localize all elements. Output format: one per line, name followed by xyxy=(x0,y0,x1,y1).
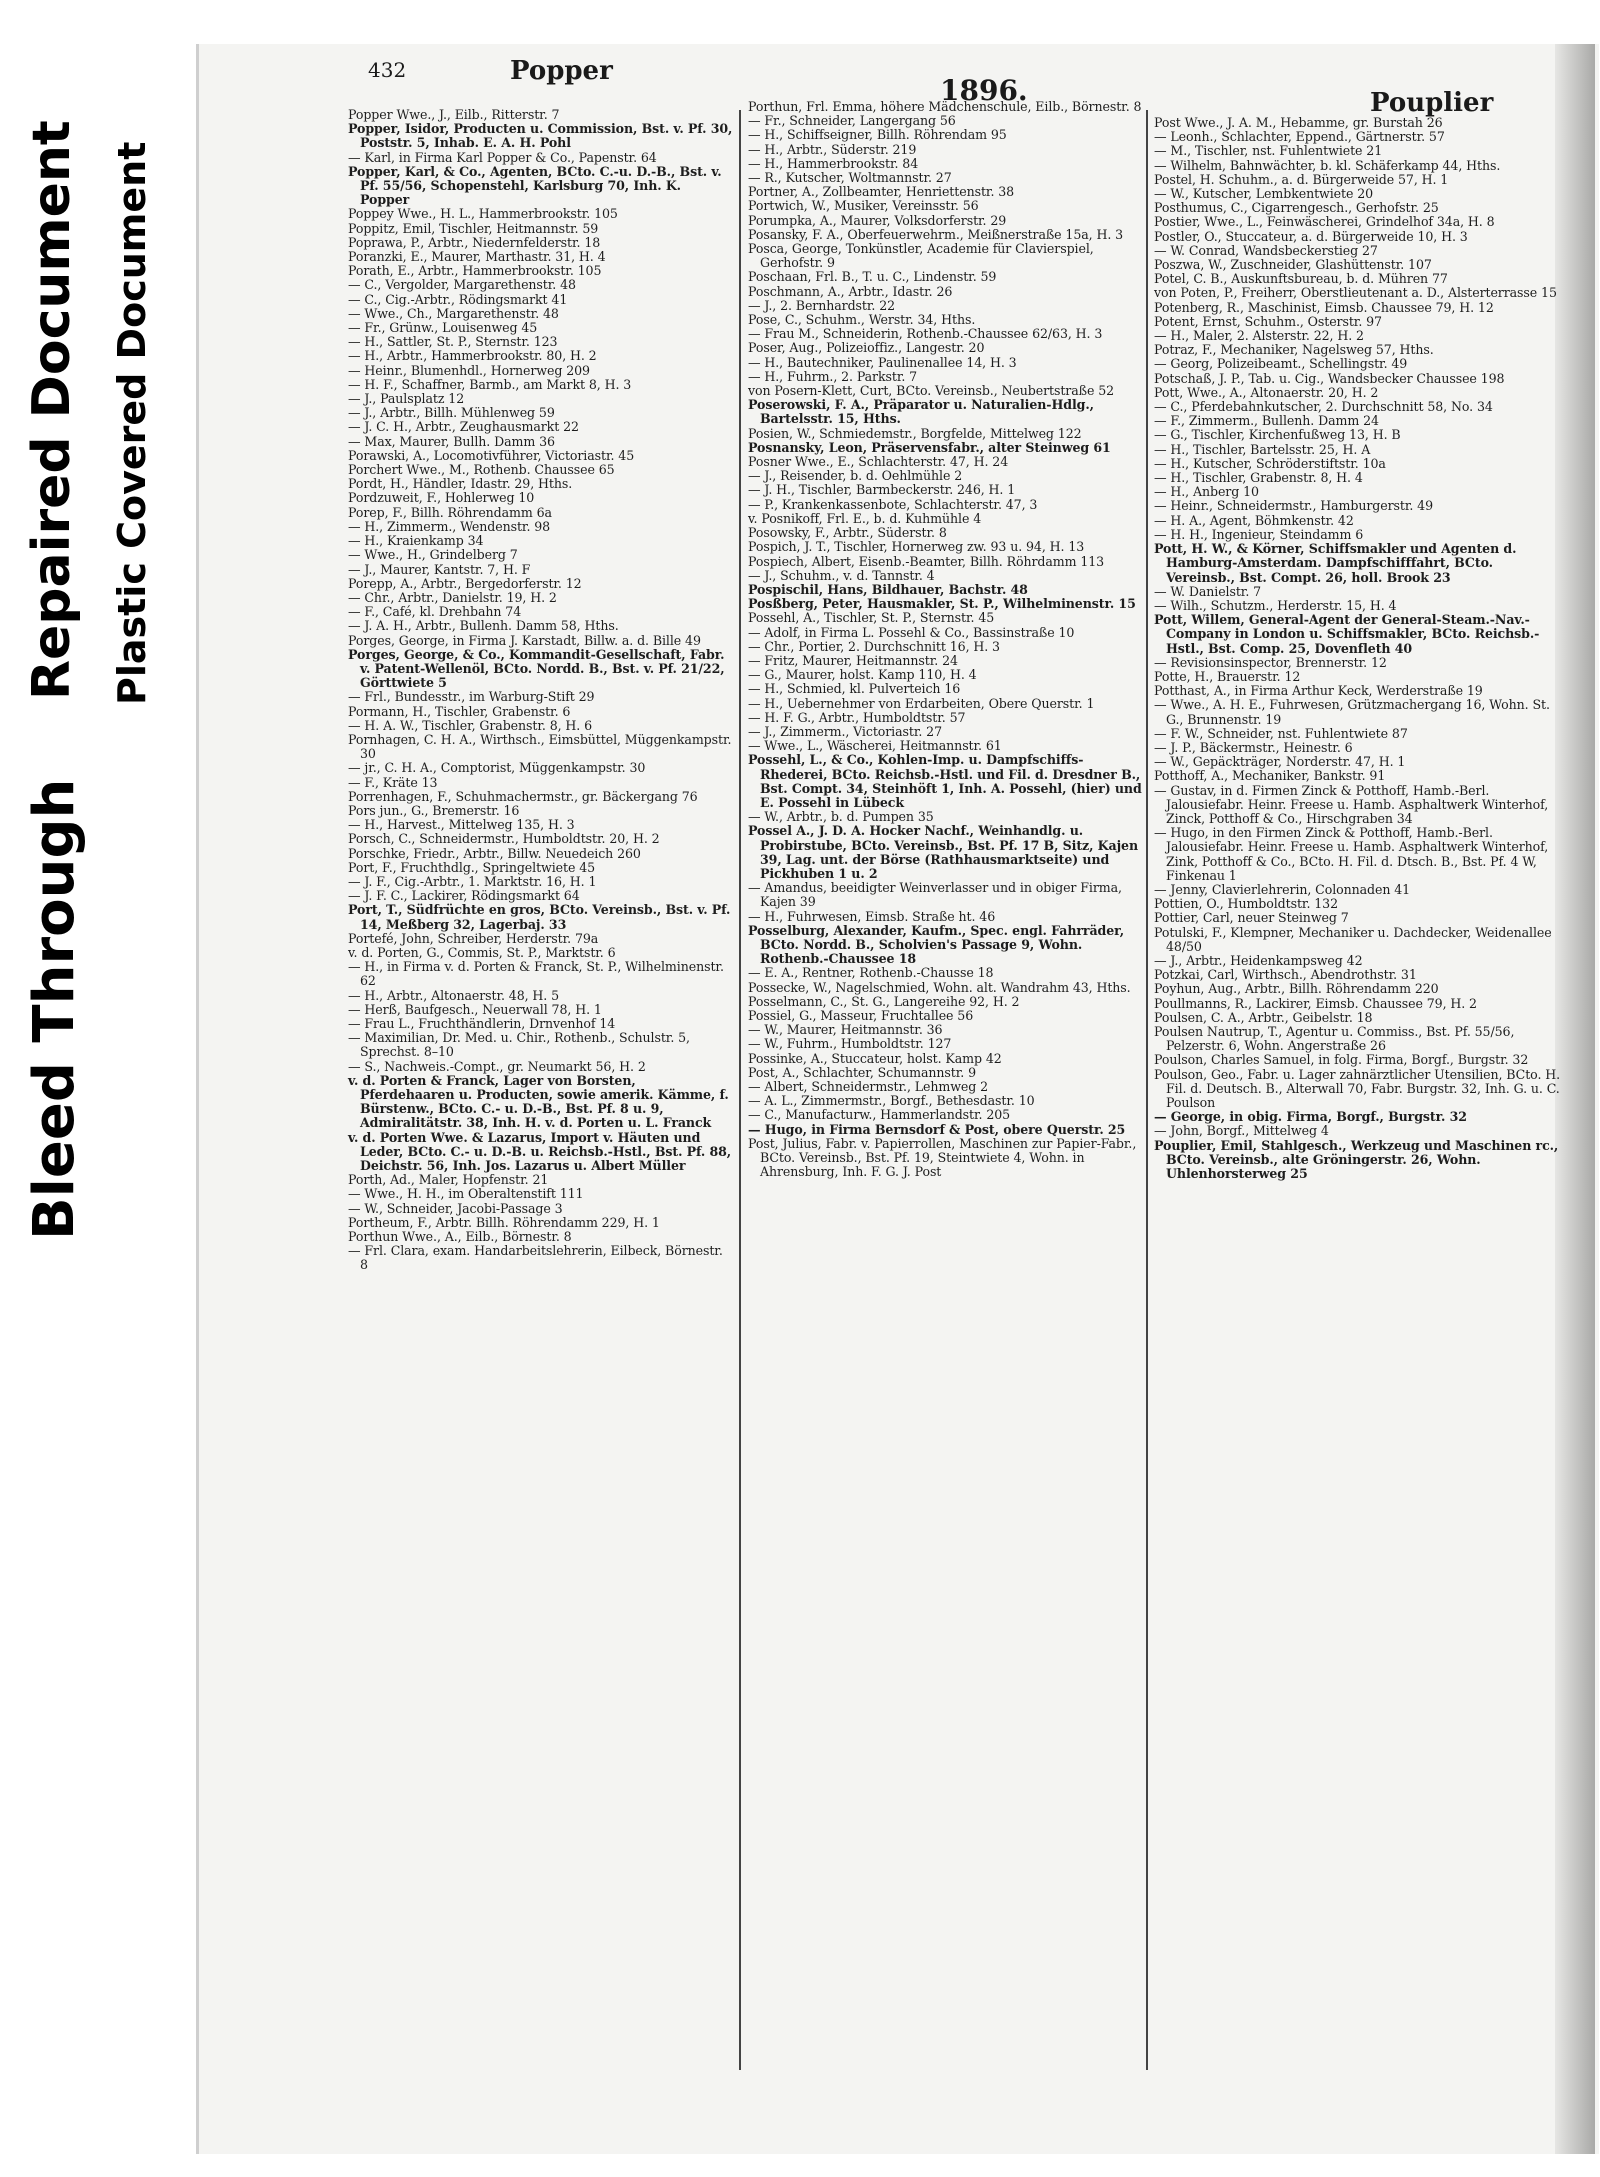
directory-entry: Posansky, F. A., Oberfeuerwehrm., Meißnerstraße 15a, H. 3 xyxy=(748,226,1124,242)
directory-entry: — Frl. Clara, exam. Handarbeitslehrerin, Eilbeck, Börnestr. 8 xyxy=(348,1243,723,1273)
directory-entry: — W., Kutscher, Lembkentwiete 20 xyxy=(1154,186,1374,202)
directory-entry: — J., Zimmerm., Victoriastr. 27 xyxy=(748,723,943,739)
plastic-covered-document-label: Plastic Covered Document xyxy=(110,141,154,705)
directory-entry: — P., Krankenkassenbote, Schlachterstr. 47, 3 xyxy=(748,496,1038,512)
directory-entry: Potthast, A., in Firma Arthur Keck, Werderstraße 19 xyxy=(1154,683,1483,699)
directory-entry: — W. Conrad, Wandsbeckerstieg 27 xyxy=(1154,242,1378,258)
left-column xyxy=(348,108,733,1273)
directory-entry: Porepp, A., Arbtr., Bergedorferstr. 12 xyxy=(348,575,582,591)
directory-entry: Possiel, G., Masseur, Fruchtallee 56 xyxy=(748,1008,974,1023)
directory-entry: — H., Anberg 10 xyxy=(1154,484,1259,500)
directory-entry: Potschaß, J. P., Tab. u. Cig., Wandsbecker Chaussee 198 xyxy=(1154,370,1505,386)
directory-entry: Porchert Wwe., M., Rothenb. Chaussee 65 xyxy=(348,462,615,478)
directory-entry: Pospiech, Albert, Eisenb.-Beamter, Billh. Röhrdamm 113 xyxy=(748,553,1105,569)
directory-entry: — H., Schmied, kl. Pulverteich 16 xyxy=(748,681,961,697)
directory-entry: Possel A., J. D. A. Hocker Nachf., Weinhandlg. u. Probirstube, BCto. Vereinsb., Bst. Pf. 17 B, Sitz, Kajen 39, Lag. unt. der Börse (Rathhausmarktseite) und Pickhuben 1 u. 2 xyxy=(748,823,1139,881)
directory-entry: — G., Tischler, Kirchenfußweg 13, H. B xyxy=(1154,427,1401,443)
directory-entry: — Fr., Grünw., Louisenweg 45 xyxy=(348,320,538,336)
directory-entry: — J. A. H., Arbtr., Bullenh. Damm 58, Hths. xyxy=(348,618,619,634)
directory-entry: — J., Paulsplatz 12 xyxy=(348,391,465,407)
directory-entry: — Chr., Arbtr., Danielstr. 19, H. 2 xyxy=(348,589,557,605)
directory-entry: — W., Fuhrm., Humboldtstr. 127 xyxy=(748,1036,952,1052)
directory-entry: Poser, Aug., Polizeioffiz., Langestr. 20 xyxy=(748,340,985,356)
directory-entry: — F., Zimmerm., Bullenh. Damm 24 xyxy=(1154,413,1379,429)
directory-entry: Poulsen, C. A., Arbtr., Geibelstr. 18 xyxy=(1154,1009,1373,1025)
directory-entry: Potulski, F., Klempner, Mechaniker u. Dachdecker, Weidenallee 48/50 xyxy=(1154,924,1552,954)
directory-entry: Posselburg, Alexander, Kaufm., Spec. engl. Fahrräder, BCto. Nordd. B., Scholvien's Passage 9, Wohn. Rothenb.-Chaussee 18 xyxy=(748,922,1125,967)
directory-entry: — M., Tischler, nst. Fuhlentwiete 21 xyxy=(1154,143,1383,159)
directory-entry: Popper Wwe., J., Eilb., Ritterstr. 7 xyxy=(348,107,560,122)
directory-entry: Posnansky, Leon, Präservensfabr., alter Steinweg 61 xyxy=(748,439,1111,455)
directory-entry: Pott, H. W., & Körner, Schiffsmakler und Agenten d. Hamburg-Amsterdam. Dampfschifffahrt, BCto. Vereinsb., Bst. Compt. 26, holl. Brook 23 xyxy=(1154,541,1517,585)
directory-entry: — C., Pferdebahnkutscher, 2. Durchschnitt 58, No. 34 xyxy=(1154,399,1493,415)
directory-entry: — Max, Maurer, Bullh. Damm 36 xyxy=(348,433,555,449)
directory-entry: — C., Vergolder, Margarethenstr. 48 xyxy=(348,277,576,293)
directory-entry: Poppitz, Emil, Tischler, Heitmannstr. 59 xyxy=(348,220,599,236)
directory-entry: — Fritz, Maurer, Heitmannstr. 24 xyxy=(748,652,958,668)
directory-entry: Posthumus, C., Cigarrengesch., Gerhofstr. 25 xyxy=(1154,200,1439,216)
directory-entry: — Frl., Bundesstr., im Warburg-Stift 29 xyxy=(348,689,595,705)
directory-entry: — Herß, Baufgesch., Neuerwall 78, H. 1 xyxy=(348,1001,602,1017)
directory-entry: — F., Café, kl. Drehbahn 74 xyxy=(348,604,522,620)
directory-entry: — H., in Firma v. d. Porten & Franck, St. P., Wilhelminenstr. 62 xyxy=(348,959,724,989)
directory-entry: — Albert, Schneidermstr., Lehmweg 2 xyxy=(748,1079,989,1095)
directory-entry: — W., Gepäckträger, Norderstr. 47, H. 1 xyxy=(1154,754,1406,770)
directory-entry: Porsch, C., Schneidermstr., Humboldtstr. 20, H. 2 xyxy=(348,831,660,847)
directory-entry: — jr., C. H. A., Comptorist, Müggenkampstr. 30 xyxy=(348,760,646,776)
directory-entry: Poschmann, A., Arbtr., Idastr. 26 xyxy=(748,283,953,299)
directory-entry: Posner Wwe., E., Schlachterstr. 47, H. 24 xyxy=(748,454,1009,470)
directory-entry: Port, F., Fruchthdlg., Springeltwiete 45 xyxy=(348,859,596,875)
directory-entry: Pospischil, Hans, Bildhauer, Bachstr. 48 xyxy=(748,581,1028,597)
directory-entry: — H., Sattler, St. P., Sternstr. 123 xyxy=(348,334,558,350)
directory-entry: — Maximilian, Dr. Med. u. Chir., Rothenb., Schulstr. 5, Sprechst. 8–10 xyxy=(348,1030,690,1060)
directory-entry: Porges, George, & Co., Kommandit-Gesellschaft, Fabr. v. Patent-Wellenöl, BCto. Nordd. B., Bst. v. Pf. 21/22, Görttwiete 5 xyxy=(348,646,725,691)
directory-entry: — Wwe., L., Wäscherei, Heitmannstr. 61 xyxy=(748,738,1002,754)
directory-entry: — H., Arbtr., Altonaerstr. 48, H. 5 xyxy=(348,987,560,1003)
directory-entry: Pottien, O., Humboldtstr. 132 xyxy=(1154,896,1338,912)
directory-entry: Possecke, W., Nagelschmied, Wohn. alt. Wandrahm 43, Hths. xyxy=(748,979,1131,995)
directory-entry: Posselmann, C., St. G., Langereihe 92, H. 2 xyxy=(748,993,1020,1009)
directory-entry: Pospich, J. T., Tischler, Hornerweg zw. 93 u. 94, H. 13 xyxy=(748,539,1085,555)
directory-entry: Possehl, L., & Co., Kohlen-Imp. u. Dampfschiffs-Rhederei, BCto. Reichsb.-Hstl. und Fil. d. Dresdner B., Bst. Compt. 34, Steinhöft 1, Inh. A. Possehl, (hier) und E. Possehl in Lübeck xyxy=(748,752,1142,810)
directory-entry: Pott, Wwe., A., Altonaerstr. 20, H. 2 xyxy=(1154,384,1379,400)
directory-entry: — C., Manufacturw., Hammerlandstr. 205 xyxy=(748,1107,1011,1123)
directory-entry: Popper, Isidor, Producten u. Commission, Bst. v. Pf. 30, Poststr. 5, Inhab. E. A. H. Pohl xyxy=(348,121,733,151)
directory-entry: Porawski, A., Locomotivführer, Victoriastr. 45 xyxy=(348,447,635,463)
column-rule-right xyxy=(1146,110,1148,2070)
directory-entry: Porep, F., Billh. Röhrendamm 6a xyxy=(348,504,552,520)
directory-entry: — H., Maler, 2. Alsterstr. 22, H. 2 xyxy=(1154,328,1364,344)
directory-entry: Port, T., Südfrüchte en gros, BCto. Vereinsb., Bst. v. Pf. 14, Meßberg 32, Lagerbaj. 33 xyxy=(348,902,731,932)
directory-entry: Potel, C. B., Auskunftsbureau, b. d. Mühren 77 xyxy=(1154,271,1448,287)
directory-entry: v. d. Porten & Franck, Lager von Borsten, Pferdehaaren u. Producten, sowie amerik. Kämme, f. Bürstenw., BCto. C.- u. D.-B., Bst. Pf. 8 u. 9, Admiralitätstr. 38, Inh. H. v. d. Porten u. L. Franck xyxy=(348,1072,729,1131)
directory-entry: — H., Bautechniker, Paulinenallee 14, H. 3 xyxy=(748,354,1017,370)
directory-entry: Porth, Ad., Maler, Hopfenstr. 21 xyxy=(348,1172,549,1188)
directory-page xyxy=(340,50,1570,2130)
directory-entry: Poppey Wwe., H. L., Hammerbrookstr. 105 xyxy=(348,206,618,222)
column-rule-left xyxy=(739,110,741,2070)
directory-entry: — Gustav, in d. Firmen Zinck & Potthoff, Hamb.-Berl. Jalousiefabr. Heinr. Freese u. Hamb. Asphaltwerk Winterhof, Zinck, Potthoff & Co., Hirschgraben 34 xyxy=(1154,782,1549,826)
directory-entry: — J., Arbtr., Billh. Mühlenweg 59 xyxy=(348,405,555,421)
directory-entry: — H. F. G., Arbtr., Humboldtstr. 57 xyxy=(748,709,966,725)
directory-entry: — H. A. W., Tischler, Grabenstr. 8, H. 6 xyxy=(348,717,593,733)
directory-entry: — Heinr., Schneidermstr., Hamburgerstr. 49 xyxy=(1154,498,1433,514)
directory-entry: — F., Kräte 13 xyxy=(348,774,438,790)
directory-entry: — H., Zimmerm., Wendenstr. 98 xyxy=(348,518,551,534)
directory-entry: Posowsky, F., Arbtr., Süderstr. 8 xyxy=(748,525,947,541)
directory-entry: — W., Arbtr., b. d. Pumpen 35 xyxy=(748,809,934,825)
directory-entry: — J. C. H., Arbtr., Zeughausmarkt 22 xyxy=(348,419,579,435)
directory-entry: Post Wwe., J. A. M., Hebamme, gr. Burstah 26 xyxy=(1154,115,1443,130)
directory-entry: — H., Schiffseigner, Billh. Röhrendam 95 xyxy=(748,127,1007,143)
directory-entry: Poschaan, Frl. B., T. u. C., Lindenstr. 59 xyxy=(748,269,997,285)
directory-entry: Postler, O., Stuccateur, a. d. Bürgerweide 10, H. 3 xyxy=(1154,228,1468,244)
directory-entry: Postel, H. Schuhm., a. d. Bürgerweide 57, H. 1 xyxy=(1154,171,1449,187)
directory-entry: — H., Arbtr., Süderstr. 219 xyxy=(748,141,917,157)
directory-entry: — Wilh., Schutzm., Herderstr. 15, H. 4 xyxy=(1154,597,1397,613)
directory-entry: — Georg, Polizeibeamt., Schellingstr. 49 xyxy=(1154,356,1408,372)
directory-entry: — Fr., Schneider, Langergang 56 xyxy=(748,113,956,129)
directory-entry: — Hugo, in den Firmen Zinck & Potthoff, Hamb.-Berl. Jalousiefabr. Heinr. Freese u. Hamb. Asphaltwerk Winterhof, Zink, Potthoff & Co., BCto. H. Fil. d. Dtsch. B., Bst. Pf. 4 W, Finkenau 1 xyxy=(1154,825,1549,883)
directory-entry: — Wwe., Ch., Margarethenstr. 48 xyxy=(348,305,559,321)
directory-entry: v. d. Porten Wwe. & Lazarus, Import v. Häuten und Leder, BCto. C.- u. D.-B. u. Reichsb.-Hstl., Bst. Pf. 88, Deichstr. 56, Inh. Jos. Lazarus u. Albert Müller xyxy=(348,1129,732,1174)
directory-entry: Poprawa, P., Arbtr., Niedernfelderstr. 18 xyxy=(348,234,601,250)
directory-entry: — F. W., Schneider, nst. Fuhlentwiete 87 xyxy=(1154,725,1408,741)
directory-entry: — H., Kraienkamp 34 xyxy=(348,533,484,549)
directory-entry: Possinke, A., Stuccateur, holst. Kamp 42 xyxy=(748,1050,1002,1066)
directory-entry: — W., Schneider, Jacobi-Passage 3 xyxy=(348,1200,563,1216)
directory-entry: Potent, Ernst, Schuhm., Osterstr. 97 xyxy=(1154,313,1382,329)
directory-entry: — J., Schuhm., v. d. Tannstr. 4 xyxy=(748,567,935,583)
directory-entry: — Heinr., Blumenhdl., Hornerweg 209 xyxy=(348,362,590,378)
directory-entry: — J., Arbtr., Heidenkampsweg 42 xyxy=(1154,952,1363,968)
directory-entry: — R., Kutscher, Woltmannstr. 27 xyxy=(748,170,952,186)
directory-entry: Poulsen Nautrup, T., Agentur u. Commiss., Bst. Pf. 55/56, Pelzerstr. 6, Wohn. Angerstraße 26 xyxy=(1154,1024,1515,1054)
directory-entry: Postier, Wwe., L., Feinwäscherei, Grindelhof 34a, H. 8 xyxy=(1154,214,1495,230)
directory-entry: — Amandus, beeidigter Weinverlasser und in obiger Firma, Kajen 39 xyxy=(748,880,1122,910)
right-column xyxy=(1154,116,1564,1181)
directory-entry: Portwich, W., Musiker, Vereinsstr. 56 xyxy=(748,198,979,214)
right-running-head: Pouplier xyxy=(1370,88,1494,118)
directory-entry: Porthun Wwe., A., Eilb., Börnestr. 8 xyxy=(348,1229,572,1245)
directory-entry: — H., Tischler, Grabenstr. 8, H. 4 xyxy=(1154,470,1363,486)
left-running-head: Popper xyxy=(510,56,613,86)
middle-column xyxy=(748,100,1143,1179)
directory-entry: — Wilhelm, Bahnwächter, b. kl. Schäferkamp 44, Hths. xyxy=(1154,157,1501,173)
directory-entry: — H., Tischler, Bartelsstr. 25, H. A xyxy=(1154,441,1371,457)
directory-entry: Porschke, Friedr., Arbtr., Billw. Neuedeich 260 xyxy=(348,845,641,861)
directory-entry: Porges, George, in Firma J. Karstadt, Billw. a. d. Bille 49 xyxy=(348,632,701,648)
directory-entry: Pordt, H., Händler, Idastr. 29, Hths. xyxy=(348,476,573,492)
directory-entry: Pottier, Carl, neuer Steinweg 7 xyxy=(1154,910,1349,926)
directory-entry: — Revisionsinspector, Brennerstr. 12 xyxy=(1154,654,1387,670)
directory-entry: — J. H., Tischler, Barmbeckerstr. 246, H. 1 xyxy=(748,482,1016,498)
directory-entry: — Chr., Portier, 2. Durchschnitt 16, H. 3 xyxy=(748,638,1000,654)
directory-entry: — H., Fuhrwesen, Eimsb. Straße ht. 46 xyxy=(748,908,996,924)
directory-entry: — H., Fuhrm., 2. Parkstr. 7 xyxy=(748,368,918,384)
directory-entry: Poyhun, Aug., Arbtr., Billh. Röhrendamm 220 xyxy=(1154,981,1439,997)
directory-entry: v. Posnikoff, Frl. E., b. d. Kuhmühle 4 xyxy=(748,510,982,526)
directory-entry: Pornhagen, C. H. A., Wirthsch., Eimsbüttel, Müggenkampstr. 30 xyxy=(348,731,732,762)
directory-entry: — John, Borgf., Mittelweg 4 xyxy=(1154,1123,1329,1139)
directory-entry: — Frau L., Fruchthändlerin, Drnvenhof 14 xyxy=(348,1016,616,1031)
directory-entry: — Wwe., H., Grindelberg 7 xyxy=(348,547,518,563)
directory-entry: — H. F., Schaffner, Barmb., am Markt 8, H. 3 xyxy=(348,376,632,392)
directory-entry: Poserowski, F. A., Präparator u. Naturalien-Hdlg., Bartelsstr. 15, Hths. xyxy=(748,397,1094,427)
directory-entry: Poulson, Geo., Fabr. u. Lager zahnärztlicher Utensilien, BCto. H. Fil. d. Deutsch. B., Alterwall 70, Fabr. Burgstr. 32, Inh. G. u. C. Poulson xyxy=(1154,1066,1561,1111)
directory-entry: Porthun, Frl. Emma, höhere Mädchenschule, Eilb., Börnestr. 8 xyxy=(748,99,1142,114)
directory-entry: Portefé, John, Schreiber, Herderstr. 79a xyxy=(348,930,599,946)
directory-entry: — H., Uebernehmer von Erdarbeiten, Obere Querstr. 1 xyxy=(748,695,1095,711)
directory-entry: — G., Maurer, holst. Kamp 110, H. 4 xyxy=(748,667,977,683)
directory-entry: — H. A., Agent, Böhmkenstr. 42 xyxy=(1154,512,1354,528)
directory-entry: — H., Arbtr., Hammerbrookstr. 80, H. 2 xyxy=(348,348,597,364)
directory-entry: — Wwe., A. H. E., Fuhrwesen, Grützmachergang 16, Wohn. St. G., Brunnenstr. 19 xyxy=(1154,697,1550,727)
directory-entry: — Leonh., Schlachter, Eppend., Gärtnerstr. 57 xyxy=(1154,129,1445,145)
directory-entry: — George, in obig. Firma, Borgf., Burgstr. 32 xyxy=(1154,1109,1467,1125)
directory-entry: — H. H., Ingenieur, Steindamm 6 xyxy=(1154,526,1364,542)
directory-entry: — J., 2. Bernhardstr. 22 xyxy=(748,297,896,313)
directory-entry: Posßberg, Peter, Hausmakler, St. P., Wilhelminenstr. 15 xyxy=(748,596,1136,612)
directory-entry: — Karl, in Firma Karl Popper & Co., Papenstr. 64 xyxy=(348,149,657,165)
year-heading: 1896. xyxy=(940,74,1028,107)
directory-entry: — C., Cig.-Arbtr., Rödingsmarkt 41 xyxy=(348,291,568,307)
directory-entry: Pouplier, Emil, Stahlgesch., Werkzeug und Maschinen rc., BCto. Vereinsb., alte Gröningerstr. 26, Wohn. Uhlenhorsterweg 25 xyxy=(1154,1137,1559,1182)
directory-entry: — H., Kutscher, Schröderstiftstr. 10a xyxy=(1154,455,1386,471)
directory-entry: Portner, A., Zollbeamter, Henriettenstr. 38 xyxy=(748,184,1015,200)
directory-entry: Pormann, H., Tischler, Grabenstr. 6 xyxy=(348,703,571,719)
bleed-through-label: Bleed Through xyxy=(22,778,87,1240)
directory-entry: Potte, H., Brauerstr. 12 xyxy=(1154,668,1301,684)
directory-entry: Portheum, F., Arbtr. Billh. Röhrendamm 229, H. 1 xyxy=(348,1214,660,1230)
directory-entry: — Wwe., H. H., im Oberaltenstift 111 xyxy=(348,1186,584,1202)
directory-entry: Poullmanns, R., Lackirer, Eimsb. Chaussee 79, H. 2 xyxy=(1154,995,1477,1011)
directory-entry: Porumpka, A., Maurer, Volksdorferstr. 29 xyxy=(748,212,1007,228)
directory-entry: Pose, C., Schuhm., Werstr. 34, Hths. xyxy=(748,312,976,328)
directory-entry: Poulson, Charles Samuel, in folg. Firma, Borgf., Burgstr. 32 xyxy=(1154,1052,1529,1068)
directory-entry: — J. F., Cig.-Arbtr., 1. Marktstr. 16, H. 1 xyxy=(348,873,597,889)
directory-entry: Potzkai, Carl, Wirthsch., Abendrothstr. 31 xyxy=(1154,967,1417,983)
directory-entry: Pordzuweit, F., Hohlerweg 10 xyxy=(348,490,535,506)
directory-entry: — A. L., Zimmermstr., Borgf., Bethesdastr. 10 xyxy=(748,1093,1035,1109)
directory-entry: Posien, W., Schmiedemstr., Borgfelde, Mittelweg 122 xyxy=(748,425,1082,441)
directory-entry: — Frau M., Schneiderin, Rothenb.-Chaussee 62/63, H. 3 xyxy=(748,326,1103,342)
directory-entry: Pors jun., G., Bremerstr. 16 xyxy=(348,802,520,818)
directory-entry: Porath, E., Arbtr., Hammerbrookstr. 105 xyxy=(348,263,602,279)
directory-entry: Poszwa, W., Zuschneider, Glashüttenstr. 107 xyxy=(1154,257,1432,273)
directory-entry: Popper, Karl, & Co., Agenten, BCto. C.-u. D.-B., Bst. v. Pf. 55/56, Schopenstehl, Karlsburg 70, Inh. K. Popper xyxy=(348,163,722,208)
page-number: 432 xyxy=(368,58,407,82)
directory-entry: v. d. Porten, G., Commis, St. P., Marktstr. 6 xyxy=(348,944,616,960)
directory-entry: Post, Julius, Fabr. v. Papierrollen, Maschinen zur Papier-Fabr., BCto. Vereinsb., Bst. Pf. 19, Steintwiete 4, Wohn. in Ahrensburg, Inh. F. G. J. Post xyxy=(748,1135,1137,1180)
directory-entry: Pott, Willem, General-Agent der General-Steam.-Nav.-Company in London u. Schiffsmakler, BCto. Reichsb.-Hstl., Bst. Comp. 25, Dovenfleth 40 xyxy=(1154,612,1540,656)
directory-entry: — H., Hammerbrookstr. 84 xyxy=(748,155,919,171)
directory-entry: — W., Maurer, Heitmannstr. 36 xyxy=(748,1022,943,1038)
directory-entry: Potthoff, A., Mechaniker, Bankstr. 91 xyxy=(1154,768,1386,784)
directory-entry: — J. P., Bäckermstr., Heinestr. 6 xyxy=(1154,739,1353,755)
directory-entry: Possehl, A., Tischler, St. P., Sternstr. 45 xyxy=(748,610,995,626)
directory-entry: — J. F. C., Lackirer, Rödingsmarkt 64 xyxy=(348,888,580,904)
directory-entry: Potenberg, R., Maschinist, Eimsb. Chaussee 79, H. 12 xyxy=(1154,299,1494,315)
directory-entry: — Hugo, in Firma Bernsdorf & Post, obere Querstr. 25 xyxy=(748,1121,1126,1137)
directory-entry: — J., Reisender, b. d. Oehlmühle 2 xyxy=(748,468,963,484)
directory-entry: — W. Danielstr. 7 xyxy=(1154,583,1262,599)
directory-entry: — J., Maurer, Kantstr. 7, H. F xyxy=(348,561,531,577)
directory-entry: Posca, George, Tonkünstler, Academie für Clavierspiel, Gerhofstr. 9 xyxy=(748,241,1094,271)
directory-entry: — E. A., Rentner, Rothenb.-Chausse 18 xyxy=(748,965,994,981)
directory-entry: — S., Nachweis.-Compt., gr. Neumarkt 56, H. 2 xyxy=(348,1058,646,1074)
directory-entry: — Jenny, Clavierlehrerin, Colonnaden 41 xyxy=(1154,881,1411,897)
repaired-document-label: Repaired Document xyxy=(22,120,82,700)
directory-entry: — Adolf, in Firma L. Possehl & Co., Bassinstraße 10 xyxy=(748,624,1075,640)
directory-entry: — H., Harvest., Mittelweg 135, H. 3 xyxy=(348,817,575,833)
directory-entry: Porrenhagen, F., Schuhmachermstr., gr. Bäckergang 76 xyxy=(348,788,698,804)
directory-entry: Potraz, F., Mechaniker, Nagelsweg 57, Hths. xyxy=(1154,342,1434,358)
directory-entry: Post, A., Schlachter, Schumannstr. 9 xyxy=(748,1064,976,1080)
directory-entry: von Poten, P., Freiherr, Oberstlieutenant a. D., Alsterterrasse 15 xyxy=(1154,285,1557,301)
directory-entry: Poranzki, E., Maurer, Marthastr. 31, H. 4 xyxy=(348,249,606,265)
directory-entry: von Posern-Klett, Curt, BCto. Vereinsb., Neubertstraße 52 xyxy=(748,383,1115,399)
